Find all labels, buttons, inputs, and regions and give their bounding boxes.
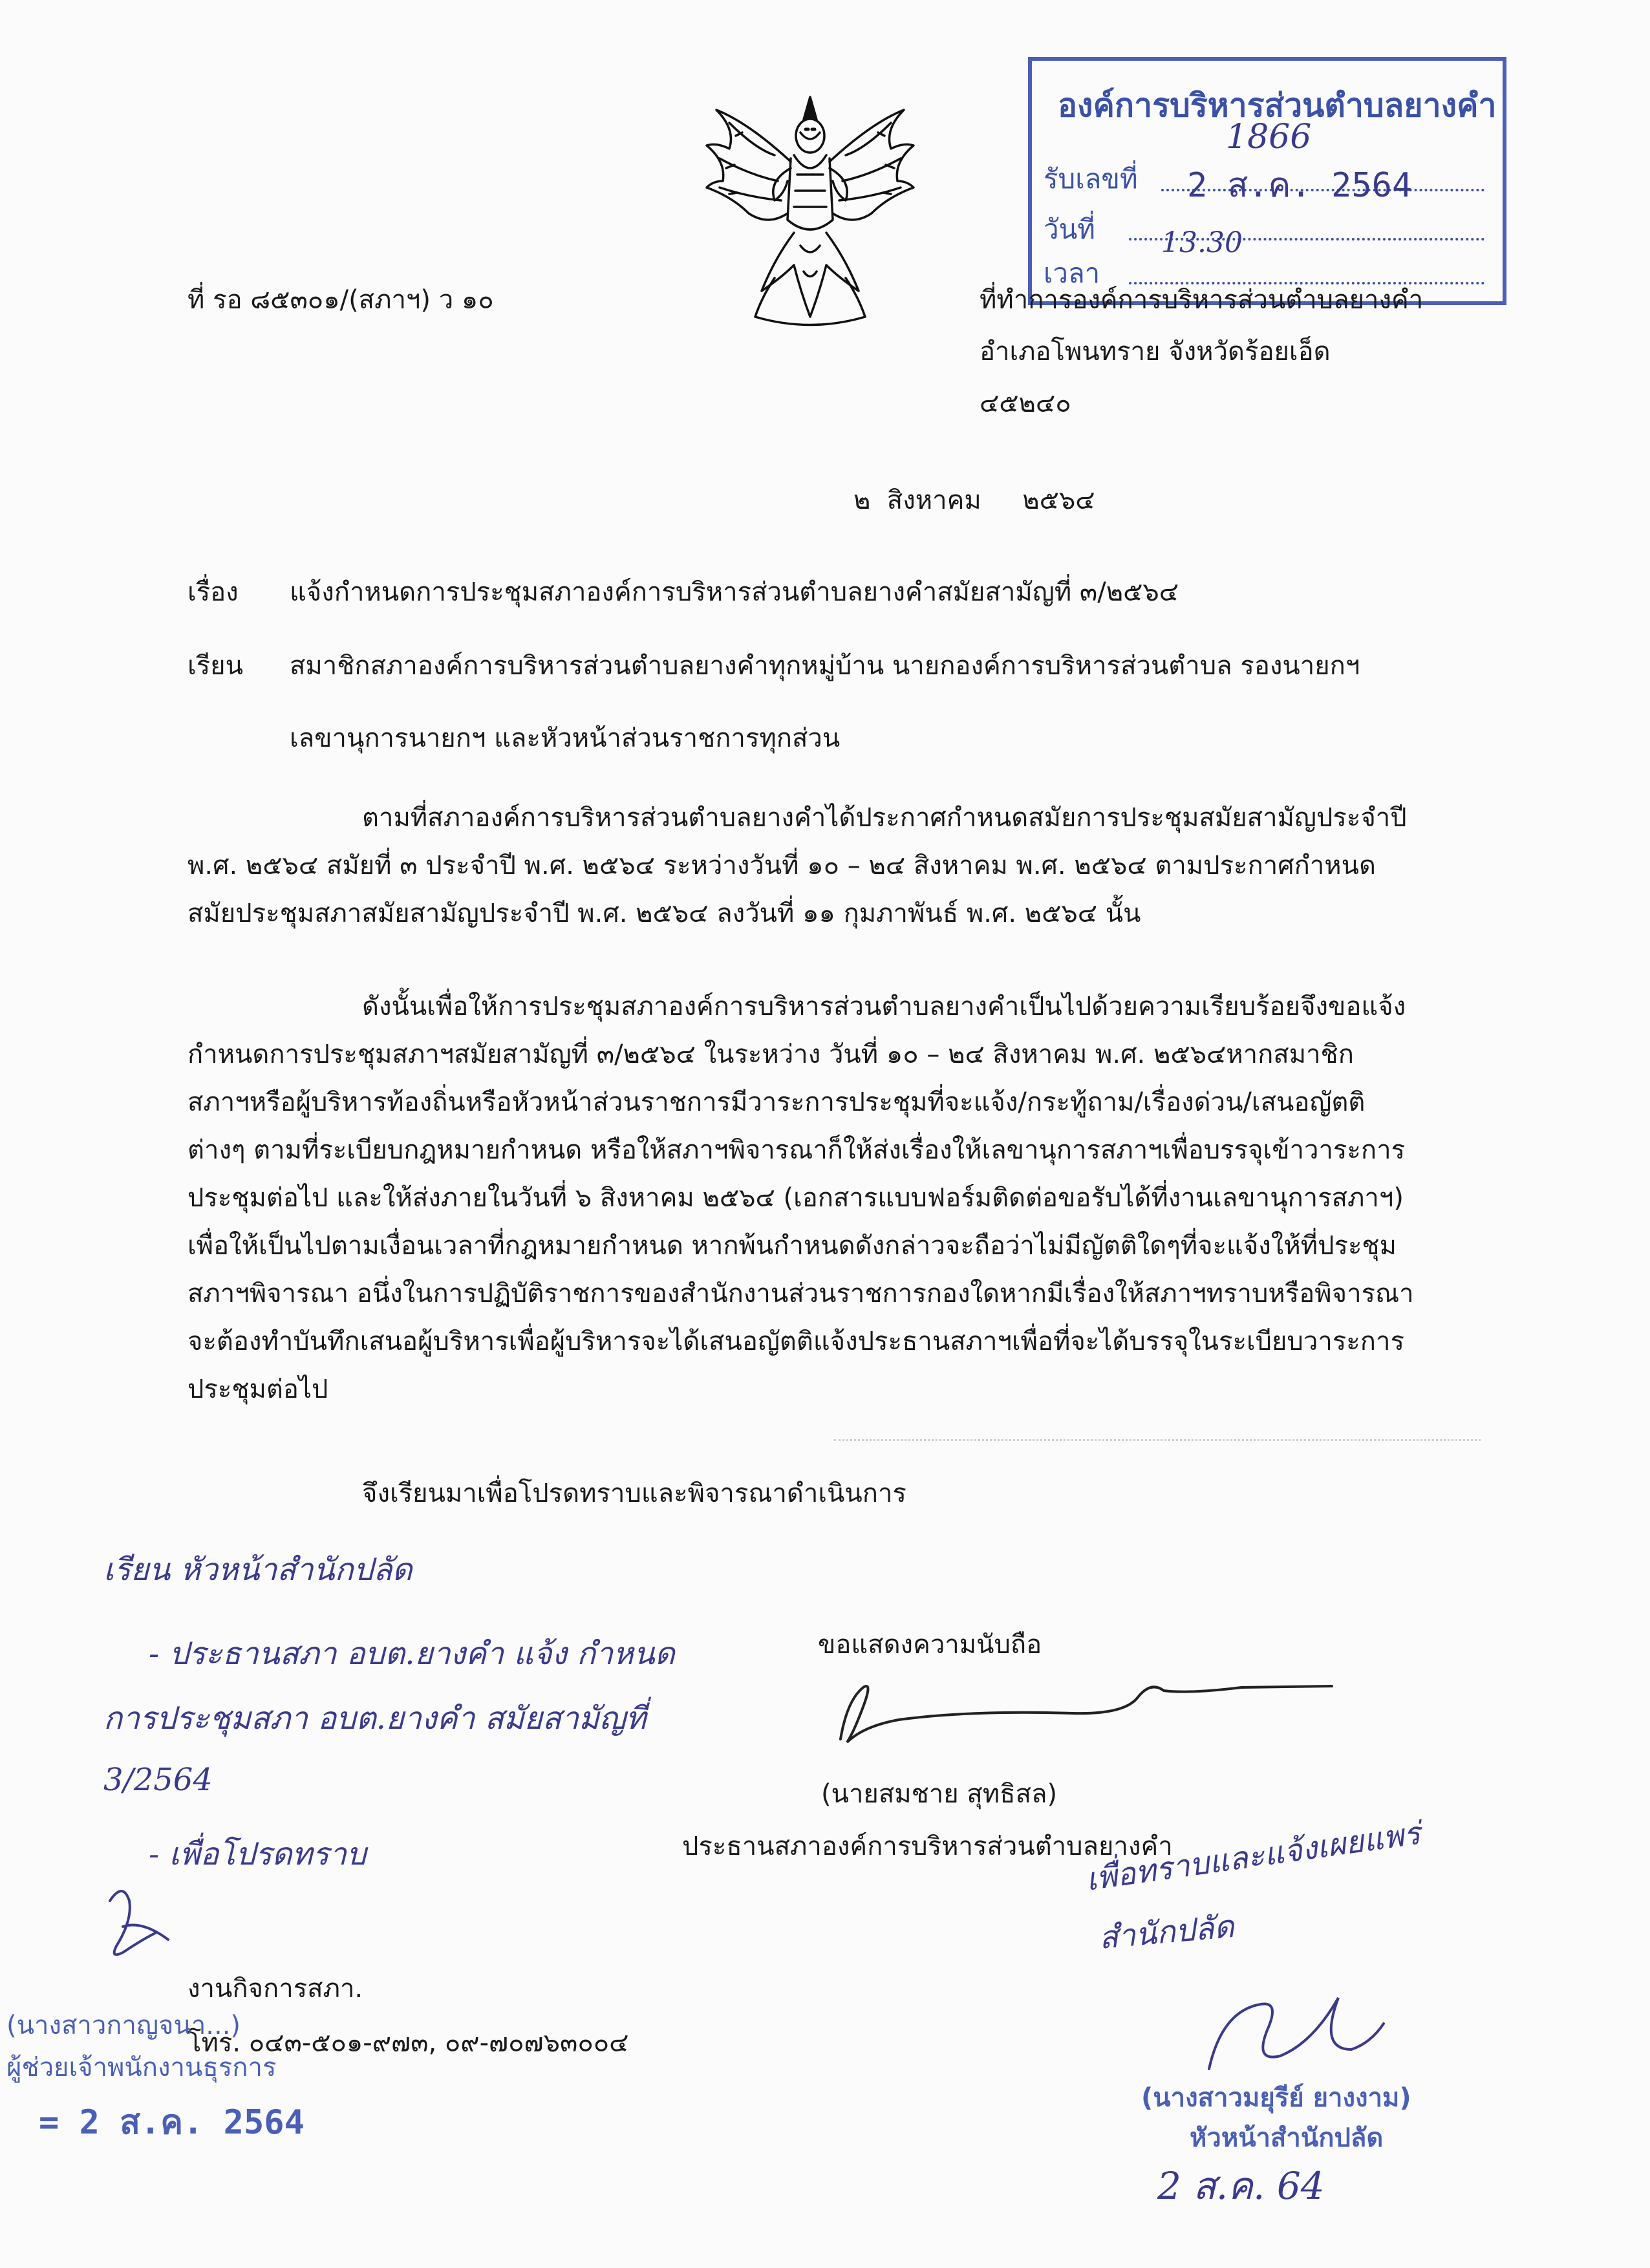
- paragraph-line: พ.ศ. ๒๕๖๔ สมัยที่ ๓ ประจำปี พ.ศ. ๒๕๖๔ ระหว่างวันที่ ๑๐ – ๒๔ สิงหาคม พ.ศ. ๒๕๖๔ ตามประกาศกำหนด: [188, 851, 1376, 881]
- subject-label: เรื่อง: [188, 577, 239, 607]
- paragraph-line: ประชุมต่อไป: [188, 1375, 328, 1404]
- paragraph-line: จะต้องทำบันทึกเสนอผู้บริหารเพื่อผู้บริหารจะได้เสนอญัตติแจ้งประธานสภาฯเพื่อที่จะได้บรรจุในระเบียบวาระการ: [188, 1327, 1404, 1356]
- stamp-receive-label: รับเลขที่: [1044, 163, 1138, 195]
- stamp-date-value: 2 ส.ค. 2564: [1187, 166, 1413, 205]
- staff-stamp-name: (นางสาวกาญจนา...): [6, 2011, 241, 2040]
- paragraph-line: ต่างๆ ตามที่ระเบียบกฎหมายกำหนด หรือให้สภาฯพิจารณาก็ให้ส่งเรื่องให้เลขานุการสภาฯเพื่อบรรจุเข้าวาระการ: [188, 1135, 1406, 1165]
- reference-number: ที่ รอ ๘๕๓๐๑/(สภาฯ) ว ๑๐: [188, 285, 494, 315]
- paragraph-line: สภาฯหรือผู้บริหารท้องถิ่นหรือหัวหน้าส่วนราชการมีวาระการประชุมที่จะแจ้ง/กระทู้ถาม/เรื่องด่วน/เสนอญัตติ: [188, 1087, 1366, 1117]
- staff-stamp-position: ผู้ช่วยเจ้าพนักงานธุรการ: [6, 2053, 277, 2082]
- staff-stamp-date: = 2 ส.ค. 2564: [39, 2103, 305, 2142]
- regards-text: ขอแสดงความนับถือ: [818, 1630, 1042, 1660]
- body-paragraph-2: [188, 983, 1455, 1413]
- stamp-time-value: 13.30: [1161, 226, 1243, 259]
- head-stamp-position: หัวหน้าสำนักปลัด: [1190, 2123, 1384, 2153]
- handwritten-note-line: 3/2564: [103, 1762, 213, 1798]
- address-line-2: อำเภอโพนทราย จังหวัดร้อยเอ็ด: [980, 337, 1331, 367]
- recipient-line-2: เลขานุการนายกฯ และหัวหน้าส่วนราชการทุกส่วน: [290, 723, 841, 753]
- paragraph-line: กำหนดการประชุมสภาฯสมัยสามัญที่ ๓/๒๕๖๔ ในระหว่าง วันที่ ๑๐ – ๒๔ สิงหาคม พ.ศ. ๒๕๖๔หากสมาชิก: [188, 1040, 1354, 1069]
- head-signature-icon: [1183, 1972, 1390, 2088]
- handwritten-instruction-line: เพื่อทราบและแจ้งเผยแพร่: [1084, 1815, 1423, 1898]
- receive-stamp: [1028, 57, 1506, 305]
- stamp-date-label: วันที่: [1044, 213, 1095, 245]
- paragraph-line: ตามที่สภาองค์การบริหารส่วนตำบลยางคำได้ประกาศกำหนดสมัยการประชุมสมัยสามัญประจำปี: [362, 803, 1407, 833]
- handwritten-note-line: - เพื่อโปรดทราบ: [149, 1836, 367, 1872]
- stamp-org: องค์การบริหารส่วนตำบลยางคำ: [1058, 87, 1497, 124]
- divider: [834, 1439, 1481, 1441]
- subject-text: แจ้งกำหนดการประชุมสภาองค์การบริหารส่วนตำบลยางคำสมัยสามัญที่ ๓/๒๕๖๔: [290, 577, 1179, 607]
- initials-signature-icon: [84, 1875, 188, 1978]
- department-label: งานกิจการสภา.: [188, 1974, 363, 2004]
- recipient-label: เรียน: [188, 651, 243, 681]
- head-signed-date: 2 ส.ค. 64: [1157, 2164, 1325, 2208]
- paragraph-line: ดังนั้นเพื่อให้การประชุมสภาองค์การบริหารส่วนตำบลยางคำเป็นไปด้วยความเรียบร้อยจึงขอแจ้ง: [362, 992, 1406, 1022]
- handwritten-note-line: การประชุมสภา อบต.ยางคำ สมัยสามัญที่: [103, 1700, 647, 1737]
- signer-position: ประธานสภาองค์การบริหารส่วนตำบลยางคำ: [682, 1832, 1173, 1861]
- handwritten-note-line: - ประธานสภา อบต.ยางคำ แจ้ง กำหนด: [149, 1636, 675, 1672]
- address-line-1: ที่ทำการองค์การบริหารส่วนตำบลยางคำ: [980, 285, 1424, 315]
- recipient-line-1: สมาชิกสภาองค์การบริหารส่วนตำบลยางคำทุกหมู่บ้าน นายกองค์การบริหารส่วนตำบล รองนายกฯ: [290, 651, 1360, 681]
- address-postcode: ๔๕๒๔๐: [980, 389, 1071, 418]
- body-paragraph-1: [188, 794, 1455, 937]
- stamp-receive-no: 1866: [1226, 118, 1312, 156]
- handwritten-instruction-line: สำนักปลัด: [1097, 1908, 1236, 1956]
- phone-number: โทร. ๐๔๓-๕๐๑-๙๗๓, ๐๙-๗๐๗๖๓๐๐๔: [188, 2028, 629, 2058]
- paragraph-line: เพื่อให้เป็นไปตามเงื่อนเวลาที่กฎหมายกำหนด หากพ้นกำหนดดังกล่าวจะถือว่าไม่มีญัตติใดๆที่จะแจ้งให้ที่ประชุม: [188, 1231, 1397, 1261]
- paragraph-line: ประชุมต่อไป และให้ส่งภายในวันที่ ๖ สิงหาคม ๒๕๖๔ (เอกสารแบบฟอร์มติดต่อขอรับได้ที่งานเลขานุการสภาฯ): [188, 1183, 1404, 1213]
- closing-line: จึงเรียนมาเพื่อโปรดทราบและพิจารณาดำเนินการ: [362, 1479, 906, 1508]
- letter-date: ๒ สิงหาคม ๒๕๖๔: [853, 486, 1095, 515]
- head-stamp-name: (นางสาวมยุรีย์ ยางงาม): [1141, 2083, 1411, 2113]
- chairman-signature-icon: [802, 1655, 1345, 1759]
- signer-name: (นายสมชาย สุทธิสล): [821, 1779, 1058, 1809]
- handwritten-note-line: เรียน หัวหน้าสำนักปลัด: [103, 1552, 412, 1588]
- garuda-emblem-icon: [697, 84, 923, 336]
- paragraph-line: สมัยประชุมสภาสมัยสามัญประจำปี พ.ศ. ๒๕๖๔ ลงวันที่ ๑๑ กุมภาพันธ์ พ.ศ. ๒๕๖๔ นั้น: [188, 899, 1141, 928]
- paragraph-line: สภาฯพิจารณา อนึ่งในการปฏิบัติราชการของสำนักงานส่วนราชการกองใดหากมีเรื่องให้สภาฯทราบหรือพิจารณา: [188, 1279, 1414, 1309]
- stamp-time-label: เวลา: [1044, 257, 1100, 289]
